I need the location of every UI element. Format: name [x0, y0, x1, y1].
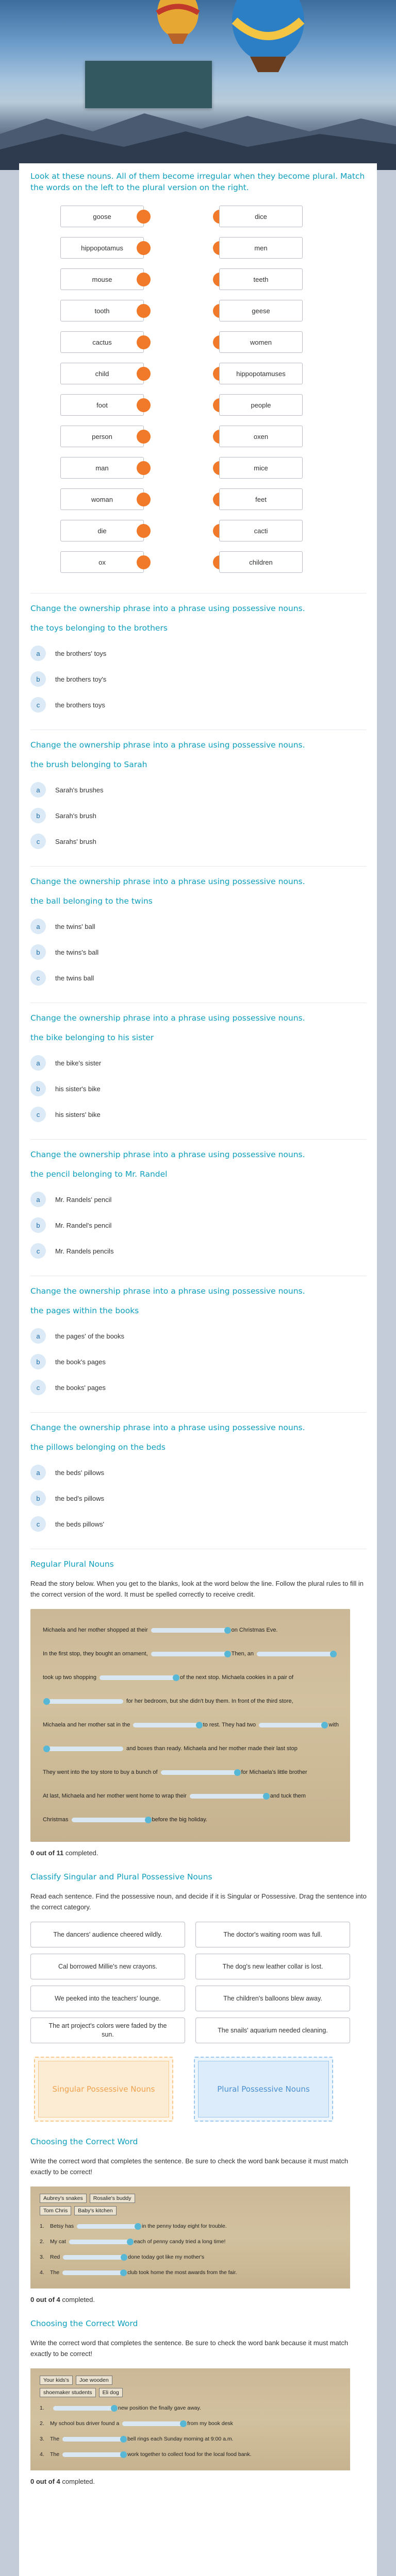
match-item-left[interactable]: goose [60, 206, 144, 227]
answer-option[interactable] [30, 1514, 367, 1534]
ownership-phrase: the bike belonging to his sister [30, 1033, 154, 1042]
option-text: the beds pillows' [55, 1520, 104, 1528]
sentence-row [40, 2249, 343, 2265]
mc-question [30, 603, 367, 715]
progress-status [30, 2478, 367, 2485]
option-text: his sister's bike [55, 1084, 101, 1093]
connector-dot[interactable] [137, 273, 151, 286]
sentence-text: bell rings each Sunday morning at 9:00 a.m. [127, 2436, 234, 2442]
progress-status [30, 2296, 367, 2303]
option-letter: a [30, 1192, 46, 1207]
connector-dot[interactable] [137, 461, 151, 475]
match-item-right[interactable]: hippopotamuses [219, 363, 303, 384]
option-text: the beds' pillows [55, 1468, 104, 1477]
story-text: Michaela and her mother shopped at their [43, 1627, 148, 1633]
divider [30, 1139, 367, 1140]
sentence-row [40, 2265, 343, 2280]
sentence-number: 4. [40, 2451, 44, 2458]
fill-blank[interactable] [100, 1675, 177, 1680]
progress-suffix: completed. [62, 2478, 95, 2485]
option-letter: a [30, 1465, 46, 1480]
fill-blank[interactable] [259, 1723, 325, 1727]
sentence-text: My cat [50, 2239, 66, 2245]
divider [30, 1412, 367, 1413]
sentence-text: in the penny today eight for trouble. [142, 2223, 227, 2229]
question-instructions: Read each sentence. Find the possessive noun, and decide if it is Singular or Possessive. Drag the sentence into the correct category. [30, 1892, 367, 1911]
sentence-number: 3. [40, 2436, 44, 2442]
fill-blank[interactable] [72, 1818, 149, 1822]
sentence-row [40, 2447, 343, 2462]
story-line [43, 1666, 339, 1689]
draggable-sentence-card[interactable]: The snails' aquarium needed cleaning. [195, 2018, 350, 2043]
story-line [43, 1618, 339, 1642]
option-letter: a [30, 646, 46, 661]
answer-option[interactable] [30, 1189, 367, 1210]
story-text: took up two shopping [43, 1674, 96, 1681]
sentence-row [40, 2218, 343, 2234]
match-item-left[interactable]: person [60, 426, 144, 447]
answer-option[interactable] [30, 1326, 367, 1346]
mc-question [30, 1422, 367, 1534]
connector-dot[interactable] [137, 555, 151, 569]
connector-dot[interactable] [137, 430, 151, 444]
match-item-left[interactable]: die [60, 520, 144, 541]
story-line [43, 1737, 339, 1760]
fill-blank[interactable] [62, 2270, 124, 2275]
sentence-text: Betsy has [50, 2223, 74, 2229]
option-text: Mr. Randels' pencil [55, 1195, 112, 1204]
option-text: Sarah's brushes [55, 786, 104, 794]
match-item-right[interactable]: cacti [219, 520, 303, 541]
story-passage [30, 1609, 350, 1842]
story-line [43, 1642, 339, 1666]
question-heading: Choosing the Correct Word [30, 2319, 138, 2328]
story-text: on Christmas Eve. [231, 1627, 278, 1633]
option-text: the books' pages [55, 1383, 106, 1392]
match-row [60, 421, 328, 453]
ownership-phrase: the toys belonging to the brothers [30, 623, 168, 633]
fill-blank[interactable] [77, 2224, 139, 2229]
word-bank-item: Joe wooden [76, 2376, 112, 2385]
connector-dot[interactable] [137, 241, 151, 255]
match-item-right[interactable]: oxen [219, 426, 303, 447]
story-line [43, 1689, 339, 1713]
option-letter: b [30, 944, 46, 960]
sort-cards [30, 1922, 350, 2043]
option-text: the brothers toy's [55, 675, 107, 683]
fill-blank[interactable] [151, 1652, 228, 1656]
ownership-phrase: the pillows belonging on the beds [30, 1443, 166, 1452]
match-item-right[interactable]: teeth [219, 268, 303, 290]
answer-option[interactable] [30, 831, 367, 852]
answer-option[interactable] [30, 694, 367, 715]
match-item-right[interactable]: mice [219, 457, 303, 479]
word-bank [40, 2194, 343, 2218]
match-item-left[interactable]: mouse [60, 268, 144, 290]
question-prompt: Change the ownership phrase into a phrase using possessive nouns. [30, 1286, 305, 1296]
answer-option[interactable] [30, 1053, 367, 1073]
question-prompt: Change the ownership phrase into a phrase using possessive nouns. [30, 604, 305, 613]
option-letter: a [30, 1328, 46, 1344]
story-line [43, 1713, 339, 1737]
option-text: the book's pages [55, 1358, 106, 1366]
word-bank-sentences [40, 2400, 343, 2462]
question-heading: Classify Singular and Plural Possessive Nouns [30, 1872, 212, 1882]
ownership-phrase: the pencil belonging to Mr. Randel [30, 1170, 168, 1179]
word-bank [40, 2376, 343, 2400]
option-text: the twins ball [55, 974, 94, 982]
ownership-phrase: the ball belonging to the twins [30, 896, 153, 906]
answer-option[interactable] [30, 779, 367, 800]
option-text: the bed's pillows [55, 1494, 104, 1502]
fill-blank[interactable] [46, 1747, 123, 1751]
connector-dot[interactable] [137, 335, 151, 349]
draggable-sentence-card[interactable]: The dancers' audience cheered wildly. [30, 1922, 185, 1947]
option-letter: b [30, 1217, 46, 1233]
option-letter: a [30, 1055, 46, 1071]
sentence-number: 3. [40, 2254, 44, 2260]
fill-blank[interactable] [122, 2421, 184, 2426]
sentence-row [40, 2416, 343, 2431]
match-item-left[interactable]: child [60, 363, 144, 384]
header-banner [0, 0, 396, 170]
option-text: the pages' of the books [55, 1332, 125, 1340]
word-bank-passage [30, 2368, 350, 2470]
multiple-choice-section [30, 603, 367, 1549]
sentence-text: Red [50, 2254, 60, 2260]
match-row [60, 547, 328, 579]
answer-option[interactable] [30, 1488, 367, 1509]
option-letter: a [30, 782, 46, 798]
connector-dot[interactable] [137, 398, 151, 412]
story-text: Then, an [231, 1651, 254, 1657]
option-text: the bike's sister [55, 1059, 102, 1067]
answer-option[interactable] [30, 1215, 367, 1235]
match-row [60, 516, 328, 547]
sentence-row [40, 2234, 343, 2249]
option-text: his sisters' bike [55, 1110, 101, 1118]
fill-blank[interactable] [161, 1770, 238, 1775]
sentence-number: 4. [40, 2269, 44, 2276]
question-prompt: Look at these nouns. All of them become irregular when they become plural. Match the words on the left to the plural version on the right. [30, 172, 365, 192]
match-item-right[interactable]: people [219, 394, 303, 416]
mountain-scenery [0, 103, 396, 170]
sentence-text: My school bus driver found a [50, 2420, 120, 2427]
option-letter: b [30, 671, 46, 687]
plural-drop-zone[interactable] [194, 2057, 333, 2122]
draggable-sentence-card[interactable]: The doctor's waiting room was full. [195, 1922, 350, 1947]
story-question [30, 1558, 367, 1857]
match-item-left[interactable]: man [60, 457, 144, 479]
divider [30, 593, 367, 594]
match-row [60, 233, 328, 264]
answer-option[interactable] [30, 1351, 367, 1372]
question-prompt: Change the ownership phrase into a phrase using possessive nouns. [30, 1423, 305, 1432]
sentence-row [40, 2431, 343, 2447]
option-letter: c [30, 1516, 46, 1532]
option-letter: c [30, 1243, 46, 1259]
sentence-row [40, 2400, 343, 2416]
option-letter: c [30, 834, 46, 849]
option-letter: b [30, 1490, 46, 1506]
question-instructions: Write the correct word that completes the sentence. Be sure to check the word bank because it must match exactly to be correct! [30, 2157, 349, 2176]
drop-bins [34, 2057, 367, 2122]
match-item-left[interactable]: woman [60, 488, 144, 510]
balloon-icon [227, 0, 309, 82]
matching-question [30, 171, 367, 579]
sentence-text: club took home the most awards from the fair. [127, 2269, 237, 2276]
match-row [60, 453, 328, 484]
story-text: They went into the toy store to buy a bunch of [43, 1769, 158, 1775]
draggable-sentence-card[interactable]: We peeked into the teachers' lounge. [30, 1986, 185, 2011]
word-bank-question [30, 2318, 367, 2485]
story-line [43, 1760, 339, 1784]
story-text: Christmas [43, 1817, 69, 1823]
draggable-sentence-card[interactable]: The children's balloons blew away. [195, 1986, 350, 2011]
story-text: At last, Michaela and her mother went home to wrap their [43, 1793, 187, 1799]
matching-area [60, 201, 328, 579]
match-row [60, 327, 328, 359]
answer-option[interactable] [30, 1377, 367, 1398]
option-text: the brothers' toys [55, 649, 107, 657]
match-item-left[interactable]: ox [60, 551, 144, 573]
fill-blank[interactable] [257, 1652, 334, 1656]
classify-question [30, 1871, 367, 2122]
mc-question [30, 876, 367, 988]
sentence-text: done today got like my mother's [128, 2254, 205, 2260]
option-letter: b [30, 1354, 46, 1369]
match-row [60, 296, 328, 327]
connector-dot[interactable] [137, 524, 151, 538]
option-text: the twins' ball [55, 922, 95, 930]
match-item-right[interactable]: children [219, 551, 303, 573]
option-text: Sarahs' brush [55, 837, 96, 845]
answer-option[interactable] [30, 669, 367, 689]
draggable-sentence-card[interactable]: The art project's colors were faded by the sun. [30, 2018, 185, 2043]
mc-question [30, 1012, 367, 1125]
sentence-text: from my book desk [187, 2420, 233, 2427]
option-letter: a [30, 919, 46, 934]
fill-blank[interactable] [63, 2255, 125, 2260]
story-text: for her bedroom, but she didn't buy them. In front of the third store, [126, 1698, 293, 1704]
question-instructions: Write the correct word that completes the sentence. Be sure to check the word bank because it must match exactly to be correct! [30, 2339, 349, 2358]
question-prompt: Change the ownership phrase into a phrase using possessive nouns. [30, 1150, 305, 1159]
sentence-number: 1. [40, 2405, 44, 2411]
question-prompt: Change the ownership phrase into a phrase using possessive nouns. [30, 1013, 305, 1023]
mc-question [30, 1285, 367, 1398]
draggable-sentence-card[interactable]: Cal borrowed Millie's new crayons. [30, 1954, 185, 1979]
progress-count: 0 out of 4 [30, 2296, 60, 2303]
answer-option[interactable] [30, 1104, 367, 1125]
progress-suffix: completed. [62, 2296, 95, 2303]
question-heading: Choosing the Correct Word [30, 2137, 138, 2146]
balloon-icon [155, 0, 201, 52]
word-bank-item: Eli dog [99, 2388, 123, 2397]
fill-blank[interactable] [190, 1794, 267, 1799]
match-item-right[interactable]: dice [219, 206, 303, 227]
story-text: with [328, 1722, 339, 1728]
question-heading: Regular Plural Nouns [30, 1560, 114, 1569]
option-letter: c [30, 1107, 46, 1122]
story-text: for Michaela's little brother [241, 1769, 307, 1775]
bin-label: Plural Possessive Nouns [198, 2061, 329, 2117]
story-text: and tuck them [270, 1793, 306, 1799]
sentence-text: The [50, 2269, 60, 2276]
option-text: Mr. Randels pencils [55, 1247, 114, 1255]
match-item-left[interactable]: cactus [60, 331, 144, 353]
progress-suffix: completed. [65, 1849, 98, 1857]
fill-blank[interactable] [46, 1699, 123, 1704]
word-bank-item: Rosalie's buddy [90, 2194, 135, 2203]
connector-dot[interactable] [137, 367, 151, 381]
word-bank-item: shoemaker students [40, 2388, 96, 2397]
match-item-right[interactable]: geese [219, 300, 303, 321]
answer-option[interactable] [30, 1078, 367, 1099]
fill-blank[interactable] [62, 2452, 124, 2457]
word-bank-item: Your kids's [40, 2376, 73, 2385]
sentence-text: The [50, 2451, 60, 2458]
progress-count: 0 out of 11 [30, 1849, 64, 1857]
sentence-number: 2. [40, 2239, 44, 2245]
worksheet [19, 163, 377, 2576]
option-text: the brothers toys [55, 701, 105, 709]
connector-dot[interactable] [137, 493, 151, 506]
story-text: In the first stop, they bought an ornament, [43, 1651, 148, 1657]
answer-option[interactable] [30, 916, 367, 937]
connector-dot[interactable] [137, 304, 151, 318]
match-item-right[interactable]: feet [219, 488, 303, 510]
answer-option[interactable] [30, 805, 367, 826]
answer-option[interactable] [30, 643, 367, 664]
word-bank-item: Aubrey's snakes [40, 2194, 87, 2203]
fill-blank[interactable] [53, 2406, 115, 2411]
option-text: Mr. Randel's pencil [55, 1221, 112, 1229]
match-row [60, 264, 328, 296]
match-row [60, 201, 328, 233]
word-bank-question [30, 2136, 367, 2303]
story-text: and boxes than ready. Michaela and her mother made their last stop [126, 1745, 298, 1752]
match-item-left[interactable]: foot [60, 394, 144, 416]
bin-label: Singular Possessive Nouns [38, 2061, 169, 2117]
ownership-phrase: the pages within the books [30, 1306, 139, 1315]
progress-count: 0 out of 4 [30, 2478, 60, 2485]
option-letter: c [30, 1380, 46, 1395]
option-letter: b [30, 1081, 46, 1096]
question-prompt: Change the ownership phrase into a phrase using possessive nouns. [30, 740, 305, 750]
match-row [60, 390, 328, 421]
match-item-right[interactable]: men [219, 237, 303, 259]
sentence-text: new position the finally gave away. [118, 2405, 201, 2411]
sentence-text: each of penny candy tried a long time! [134, 2239, 226, 2245]
sentence-number: 2. [40, 2420, 44, 2427]
match-row [60, 484, 328, 516]
story-line [43, 1808, 339, 1832]
story-line [43, 1784, 339, 1808]
ownership-phrase: the brush belonging to Sarah [30, 760, 147, 769]
word-bank-item: Tom Chris [40, 2206, 71, 2215]
mc-question [30, 739, 367, 852]
match-item-left[interactable]: tooth [60, 300, 144, 321]
word-bank-item: Baby's kitchen [74, 2206, 116, 2215]
match-row [60, 359, 328, 390]
question-prompt: Change the ownership phrase into a phrase using possessive nouns. [30, 877, 305, 886]
answer-option[interactable] [30, 1462, 367, 1483]
fill-blank[interactable] [69, 2240, 131, 2244]
fill-blank[interactable] [62, 2437, 124, 2442]
question-instructions: Read the story below. When you get to the blanks, look at the word below the line. Follow the plural rules to fill in the correct version of the word. It must be spelled correctly to receive credit. [30, 1580, 364, 1598]
option-letter: b [30, 808, 46, 823]
story-text: Michaela and her mother sat in the [43, 1722, 130, 1728]
sentence-text: work together to collect food for the local food bank. [127, 2451, 252, 2458]
mc-question [30, 1149, 367, 1261]
story-text: to rest. They had two [203, 1722, 256, 1728]
worksheet-title-card [85, 61, 212, 108]
story-text: of the next stop. Michaela cookies in a pair of [179, 1674, 294, 1681]
option-text: Sarah's brush [55, 811, 96, 820]
answer-option[interactable] [30, 968, 367, 988]
option-letter: c [30, 697, 46, 713]
word-bank-sentences [40, 2218, 343, 2280]
fill-blank[interactable] [151, 1628, 228, 1633]
story-text: before the big holiday. [152, 1817, 207, 1823]
word-bank-passage [30, 2187, 350, 2289]
option-letter: c [30, 970, 46, 986]
answer-option[interactable] [30, 1241, 367, 1261]
option-text: the twins's ball [55, 948, 99, 956]
singular-drop-zone[interactable] [34, 2057, 173, 2122]
match-item-left[interactable]: hippopotamus [60, 237, 144, 259]
match-item-right[interactable]: women [219, 331, 303, 353]
sentence-number: 1. [40, 2223, 44, 2229]
divider [30, 866, 367, 867]
progress-status [30, 1849, 367, 1857]
sentence-text: The [50, 2436, 60, 2442]
answer-option[interactable] [30, 942, 367, 962]
connector-dot[interactable] [137, 210, 151, 224]
fill-blank[interactable] [133, 1723, 200, 1727]
draggable-sentence-card[interactable]: The dog's new leather collar is lost. [195, 1954, 350, 1979]
